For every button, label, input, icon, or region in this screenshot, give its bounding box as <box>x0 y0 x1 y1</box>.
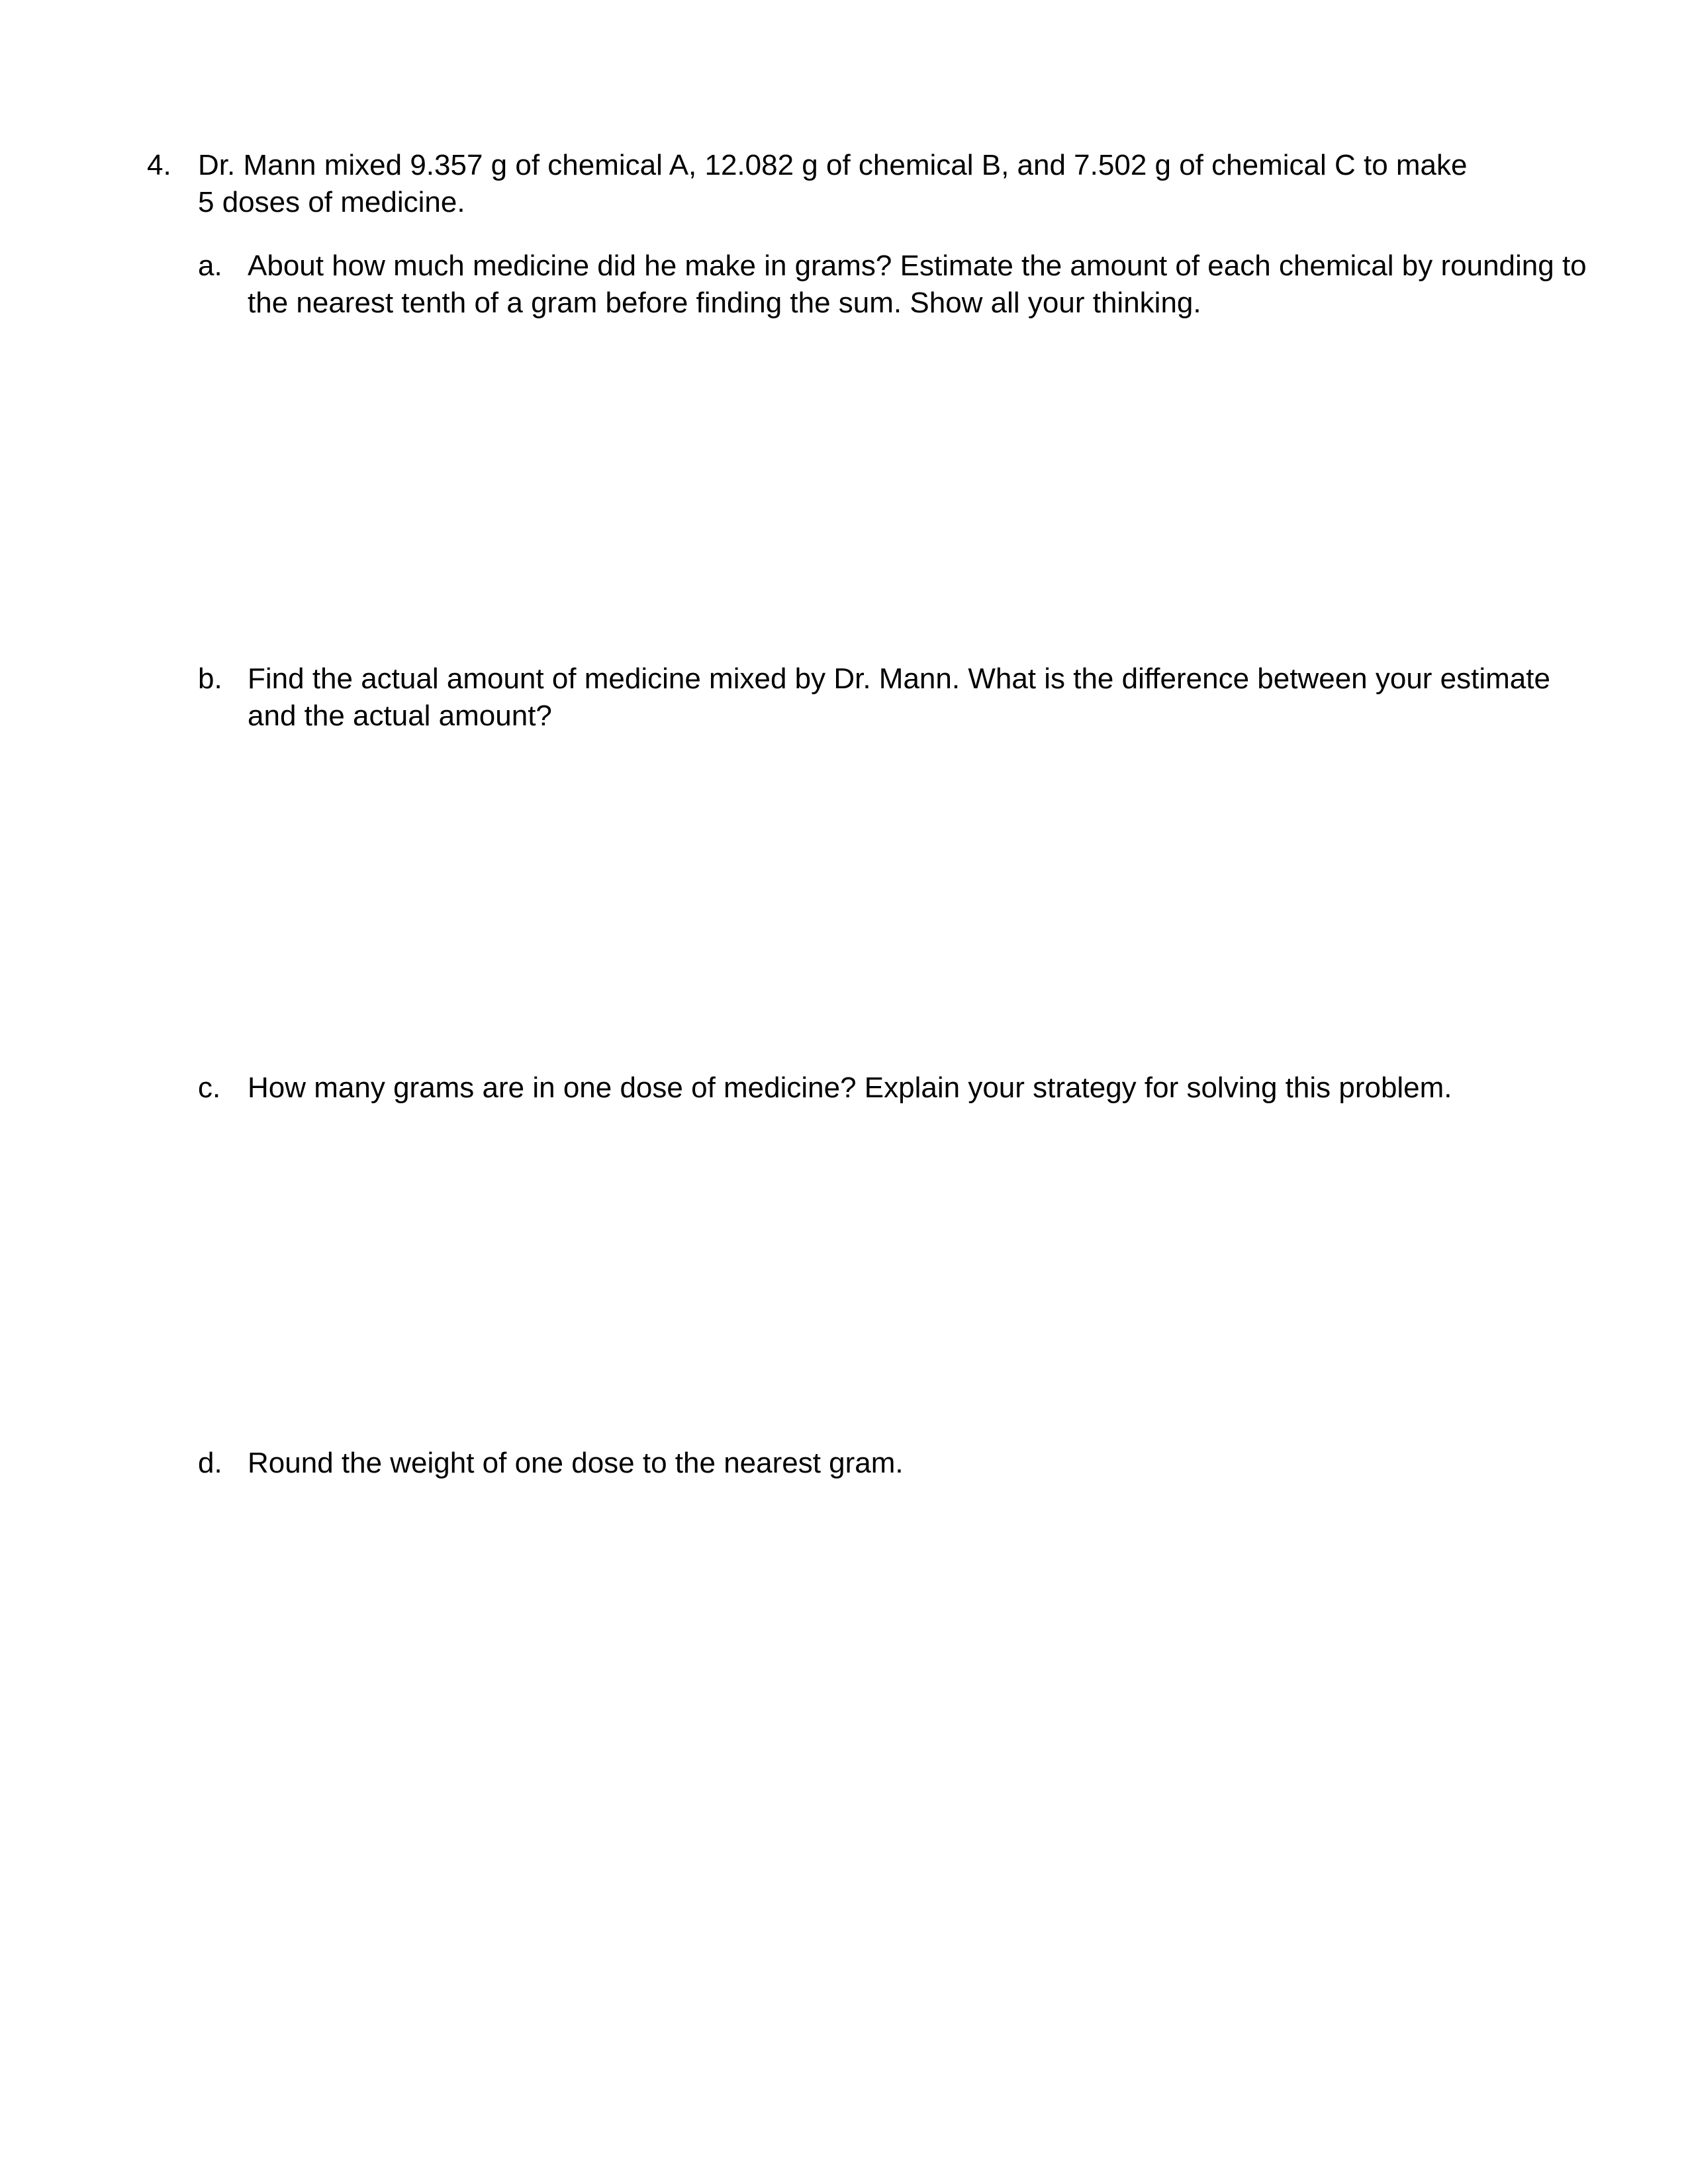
part-a-letter: a. <box>198 250 222 282</box>
part-d-line-1: Round the weight of one dose to the nearest gram. <box>248 1447 904 1479</box>
part-a-line-1: About how much medicine did he make in grams? Estimate the amount of each chemical by rounding to <box>248 250 1587 282</box>
part-c-question <box>248 1069 1545 1107</box>
part-c-letter: c. <box>198 1071 221 1104</box>
problem-stem <box>198 147 1522 221</box>
part-b-letter: b. <box>198 662 222 695</box>
part-d-letter: d. <box>198 1447 222 1479</box>
part-d-question <box>248 1445 1545 1482</box>
problem-stem-line-2: 5 doses of medicine. <box>198 186 465 218</box>
part-c-line-1: How many grams are in one dose of medicine? Explain your strategy for solving this problem. <box>248 1071 1452 1104</box>
part-b-question <box>248 660 1550 735</box>
part-c <box>198 1069 1548 1109</box>
part-b-line-2: and the actual amount? <box>248 700 552 732</box>
part-b <box>198 660 1548 740</box>
part-a-question <box>248 248 1587 322</box>
part-a <box>198 248 1587 327</box>
problem-stem-line-1: Dr. Mann mixed 9.357 g of chemical A, 12.082 g of chemical B, and 7.502 g of chemical C to make <box>198 149 1468 181</box>
part-a-line-2: the nearest tenth of a gram before finding the sum. Show all your thinking. <box>248 287 1201 319</box>
problem-number: 4. <box>147 149 171 181</box>
part-b-line-1: Find the actual amount of medicine mixed by Dr. Mann. What is the difference between your estimate <box>248 662 1550 695</box>
part-d <box>198 1445 1548 1484</box>
